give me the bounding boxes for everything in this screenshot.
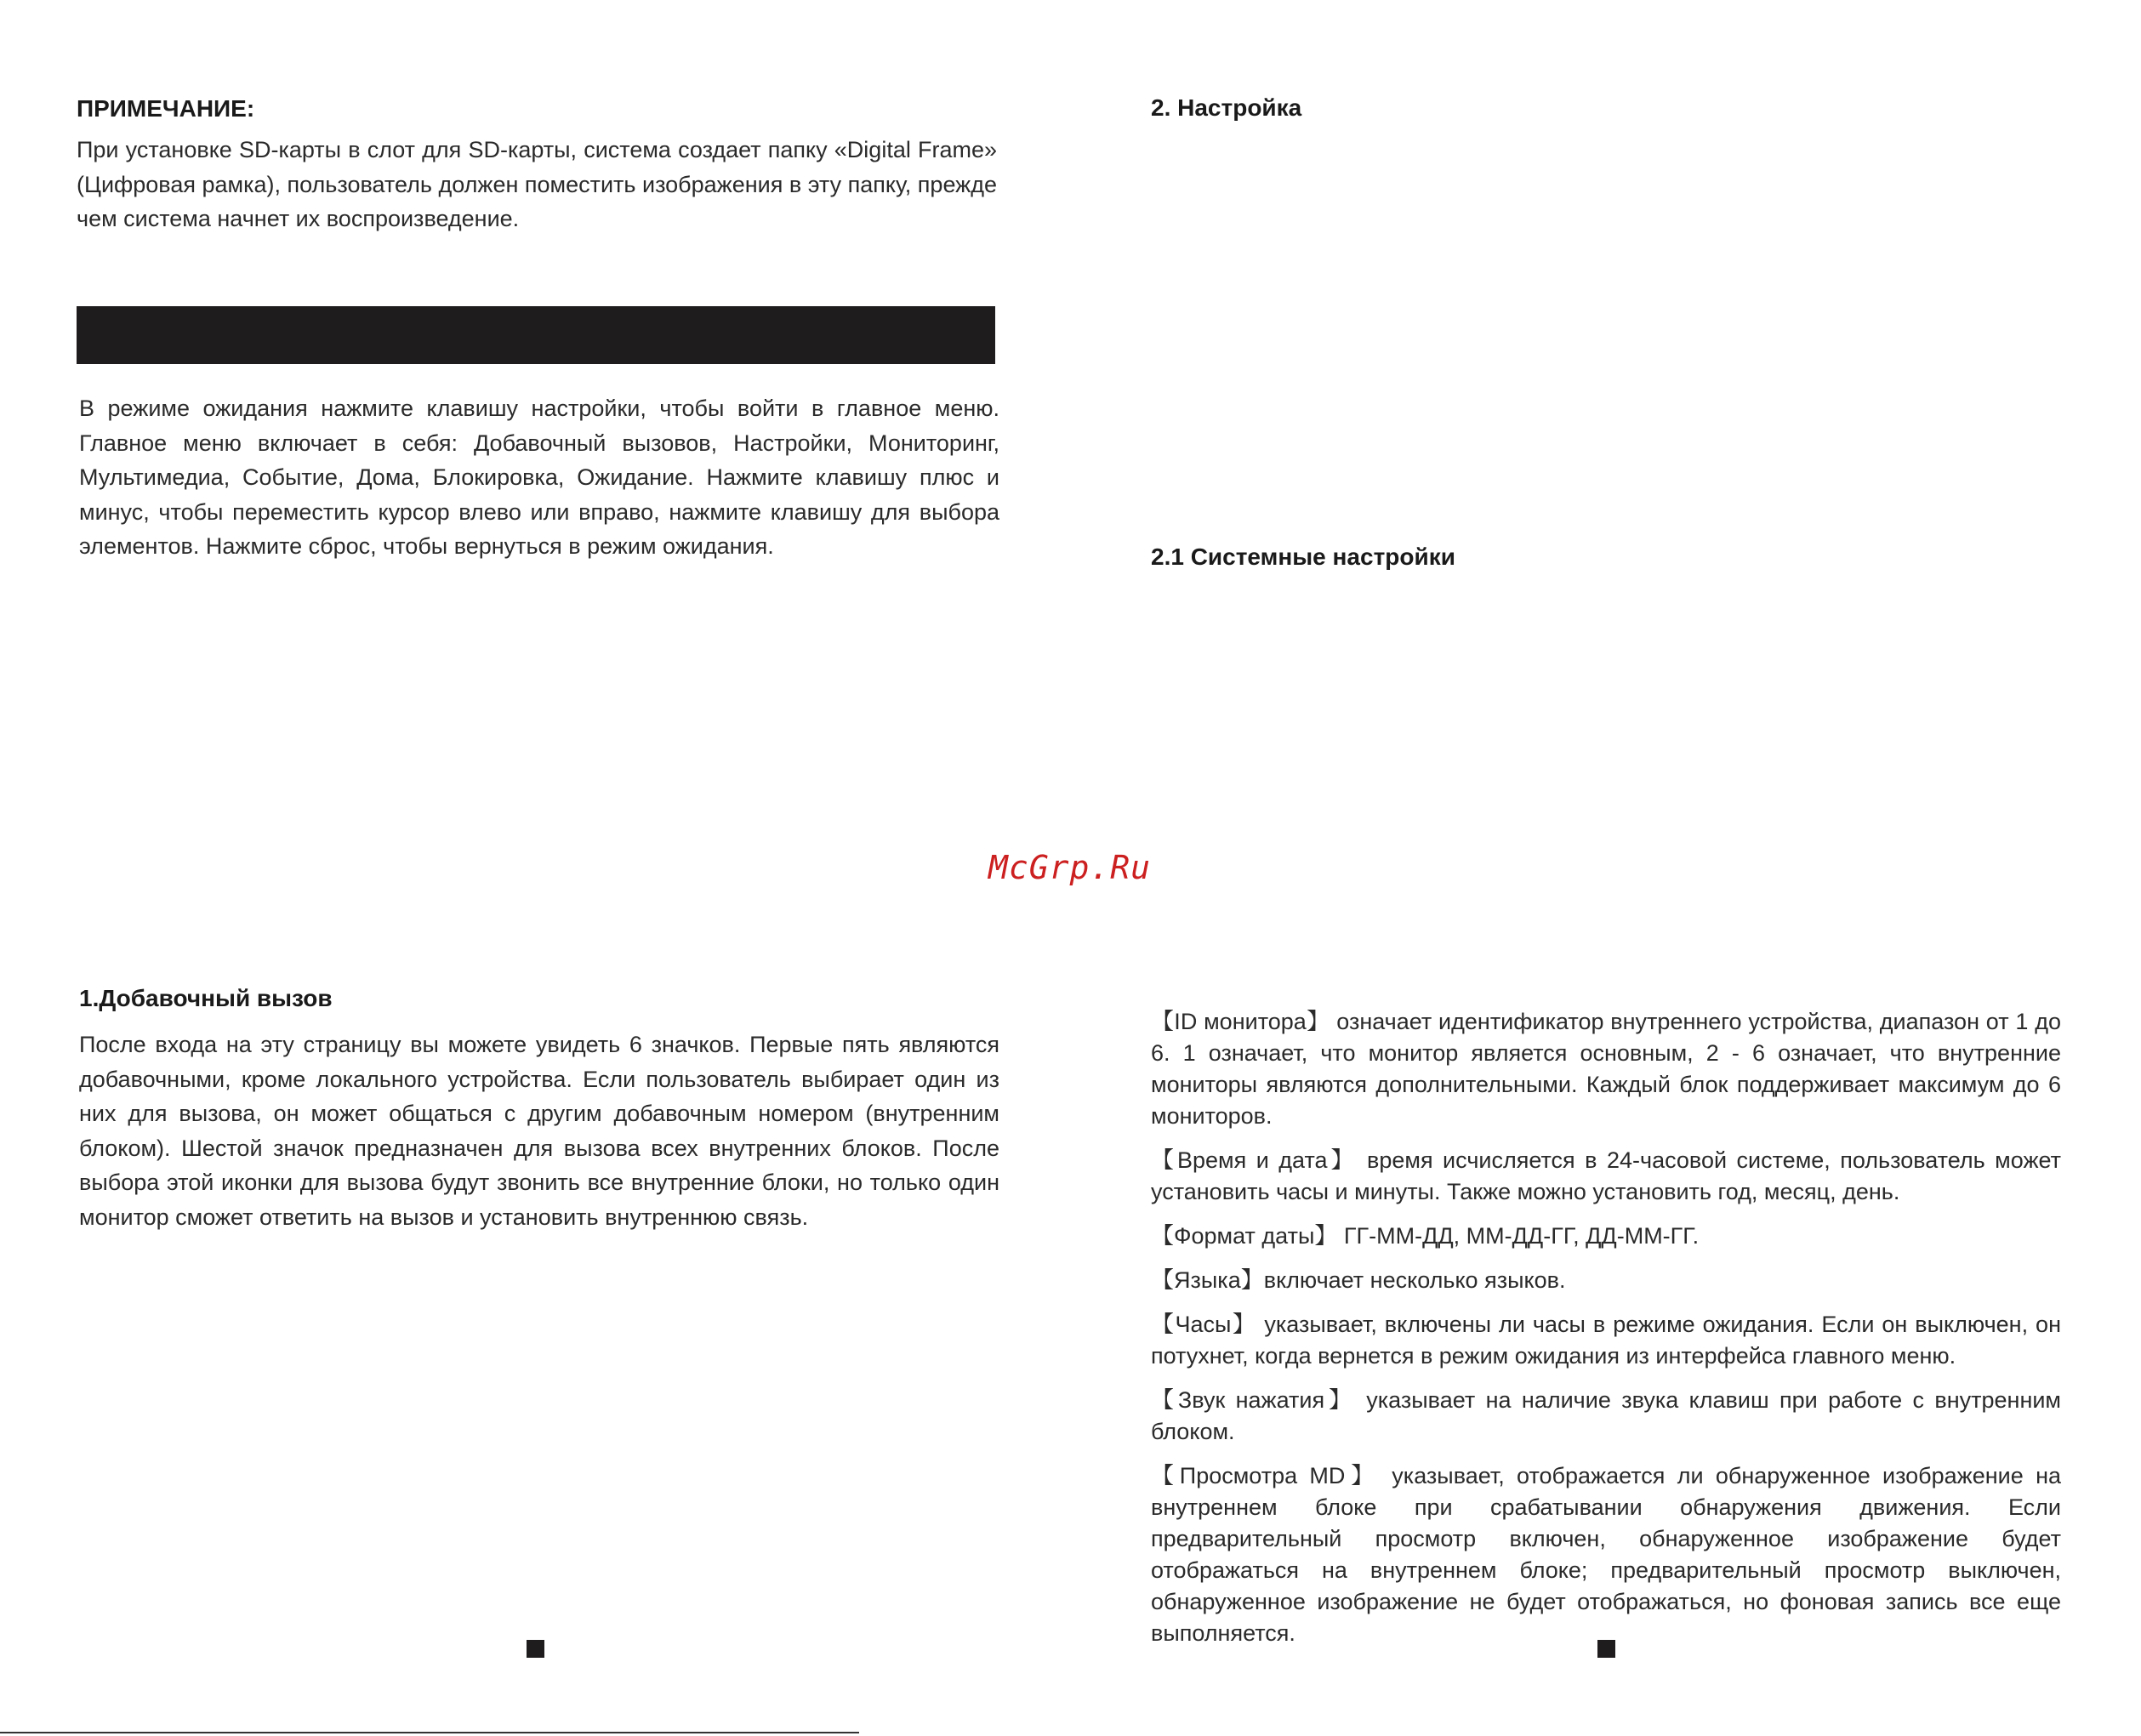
setting-label: 【Просмотра MD】 [1151,1463,1380,1488]
setting-item-language [1151,1265,2061,1296]
setting-item-key-sound [1151,1385,2061,1448]
setting-description: включает несколько языков. [1263,1267,1566,1293]
settings-list [1151,1006,2061,1662]
setting-item-date-format [1151,1221,2061,1252]
left-page [0,0,1070,1736]
setting-label: 【Часы】 [1151,1312,1257,1337]
watermark: McGrp.Ru [988,849,1152,886]
setting-description: время исчисляется в 24-часовой системе, пользователь может установить часы и минуты. Также можно установить год, месяц, день. [1151,1147,2061,1204]
setting-label: 【Формат даты】 [1151,1223,1338,1249]
setting-label: 【Языка】 [1151,1267,1264,1293]
setting-item-md-preview [1151,1460,2061,1649]
section21-heading: 2.1 Системные настройки [1151,544,1455,570]
setting-description: указывает на наличие звука клавиш при работе с внутренним блоком. [1151,1387,2061,1444]
main-menu-text: В режиме ожидания нажмите клавишу настройки, чтобы войти в главное меню. Главное меню включает в себя: Добавочный вызовов, Настройки, Мониторинг, Мультимедиа, Событие, Дома, Блокировка, Ожидание. Нажмите клавишу плюс и минус, чтобы переместить курсор влево или вправо, нажмите клавишу для выбора элементов. Нажмите сброс, чтобы вернуться в режим ожидания. [79,396,999,559]
section1-heading: 1.Добавочный вызов [79,985,333,1011]
setting-description: указывает, включены ли часы в режиме ожидания. Если он выключен, он потухнет, когда вернется в режим ожидания из интерфейса главного меню. [1151,1312,2061,1369]
setting-item-clock [1151,1309,2061,1372]
bottom-rule-left [0,1732,859,1733]
section1-text: После входа на эту страницу вы можете увидеть 6 значков. Первые пять являются добавочными, кроме локального устройства. Если пользователь выбирает один из них для вызова, он может общаться с другим добавочным номером (внутренним блоком). Шестой значок предназначен для вызова всех внутренних блоков. После выбора этой иконки для вызова будут звонить все внутренние блоки, но только один монитор сможет ответить на вызов и установить внутреннюю связь. [79,1032,999,1230]
setting-item-monitor-id [1151,1006,2061,1132]
right-page [1070,0,2141,1736]
setting-description: ГГ-ММ-ДД, ММ-ДД-ГГ, ДД-ММ-ГГ. [1337,1223,1700,1249]
page-marker-right [1597,1640,1615,1658]
setting-label: 【ID монитора】 [1151,1009,1330,1034]
section-title-bar [77,306,995,364]
setting-description: указывает, отображается ли обнаруженное изображение на внутреннем блоке при срабатывании обнаружения движения. Если предварительный просмотр включен, обнаруженное изображение будет отображаться на внутреннем блоке; предварительный просмотр выключен, обнаруженное изображение не будет отображаться, но фоновая запись все еще выполняется. [1151,1463,2061,1646]
setting-item-time-date [1151,1145,2061,1208]
setting-label: 【Звук нажатия】 [1151,1387,1356,1413]
page-marker-left [527,1640,544,1658]
section2-heading: 2. Настройка [1151,94,1302,121]
note-text: При установке SD-карты в слот для SD-карты, система создает папку «Digital Frame» (Цифровая рамка), пользователь должен поместить изображения в эту папку, прежде чем система начнет их воспроизведение. [77,137,997,231]
setting-description: означает идентификатор внутреннего устройства, диапазон от 1 до 6. 1 означает, что монитор является основным, 2 - 6 означает, что внутренние мониторы являются дополнительными. Каждый блок поддерживает максимум до 6 мониторов. [1151,1009,2061,1129]
setting-label: 【Время и дата】 [1151,1147,1358,1173]
note-heading: ПРИМЕЧАНИЕ: [77,95,255,122]
